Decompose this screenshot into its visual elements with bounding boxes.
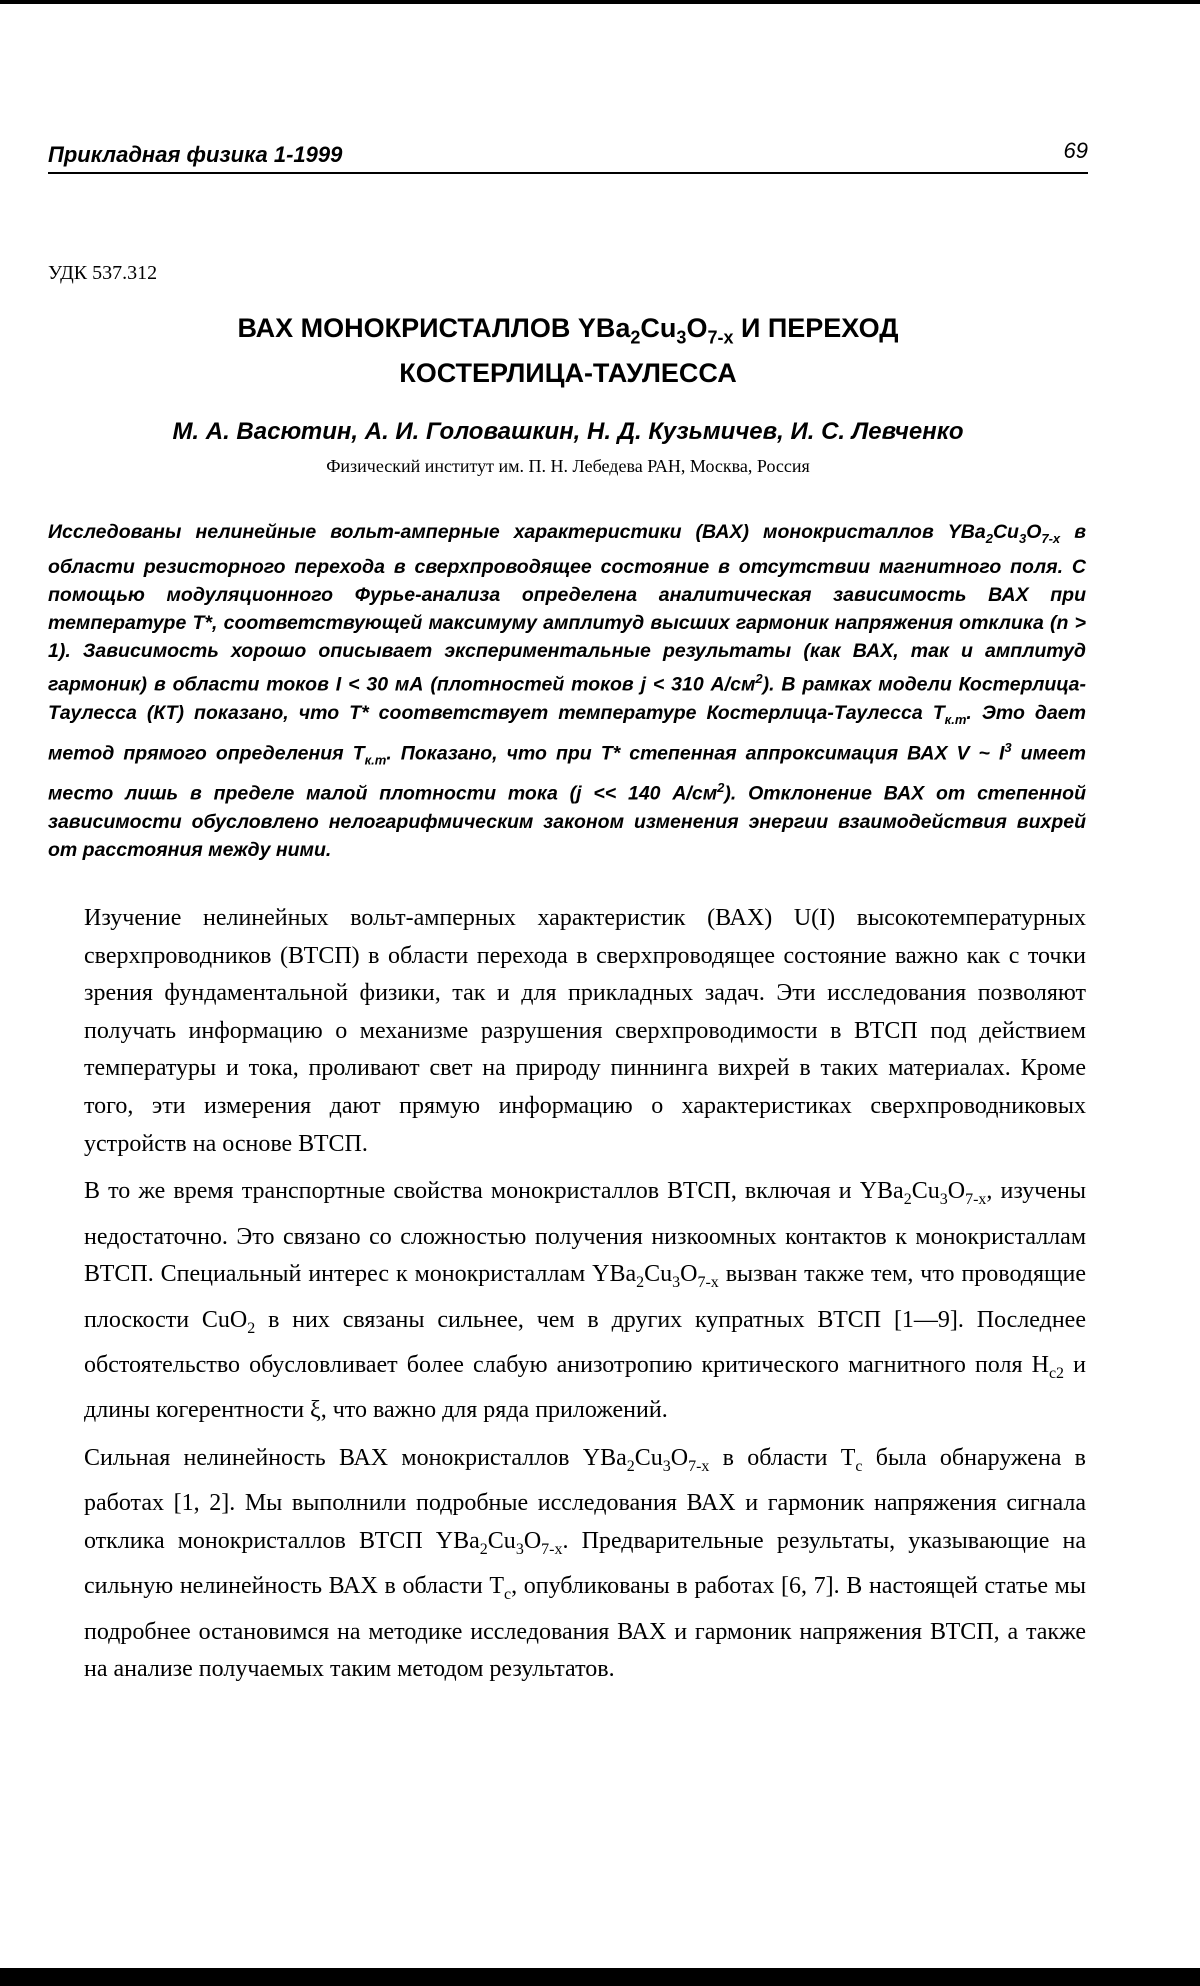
- scan-bottom-border: [0, 1968, 1200, 1986]
- title-line-1: ВАХ МОНОКРИСТАЛЛОВ $YBa_2Cu_3O_{7-x}$ И ПЕРЕХОД: [237, 313, 899, 348]
- page-number: 69: [1063, 138, 1088, 163]
- udc-code: УДК 537.312: [48, 262, 158, 284]
- abstract: Исследованы нелинейные вольт-амперные характеристики (ВАХ) монокристаллов $YBa_2Cu_3O_{7-x}$ в области резисторного перехода в сверхпроводящее состояние в отсутствии магнитного поля. С помощью модуляционного Фурье-анализа определена аналитическая зависимость ВАХ при температуре Т*, соответствующей максимуму амплитуд высших гармоник напряжения отклика (n > 1). Зависимость хорошо описывает экспериментальные результаты (как ВАХ, так и амплитуд гармоник) в области токов I < 30 мА (плотностей токов j < 310 $А/см^2$). В рамках модели Костерлица-Таулесса (КТ) показано, что Т* соответствует температуре Костерлица-Таулесса $Т_{к.т}$. Это дает метод прямого определения $Т_{к.т}$. Показано, что при Т* степенная аппроксимация ВАХ V ~ $I^3$ имеет место лишь в пределе малой плотности тока (j << 140 $А/см^2$). Отклонение ВАХ от степенной зависимости обусловлено нелогарифмическим законом изменения энергии взаимодействия вихрей от расстояния между ними.: [48, 521, 1086, 862]
- authors: М. А. Васютин, А. И. Головашкин, Н. Д. Кузьмичев, И. С. Левченко: [172, 418, 964, 445]
- paragraph-1: Изучение нелинейных вольт-амперных характеристик (ВАХ) U(I) высокотемпературных сверхпроводников (ВТСП) в области перехода в сверхпроводящее состояние важно как с точки зрения фундаментальной физики, так и для прикладных задач. Эти исследования позволяют получать информацию о механизме разрушения сверхпроводимости в ВТСП под действием температуры и тока, проливают свет на природу пиннинга вихрей в таких материалах. Кроме того, эти измерения дают прямую информацию о характеристиках сверхпроводниковых устройств на основе ВТСП.: [84, 905, 1086, 1157]
- article-title: [48, 310, 1088, 391]
- paragraph-2: В то же время транспортные свойства монокристаллов ВТСП, включая и $YBa_2Cu_3O_{7-x}$, изучены недостаточно. Это связано со сложностью получения низкоомных контактов к монокристаллам ВТСП. Специальный интерес к монокристаллам $YBa_2Cu_3O_{7-x}$ вызван также тем, что проводящие плоскости CuO$_2$ в них связаны сильнее, чем в других купратных ВТСП [1—9]. Последнее обстоятельство обусловливает более слабую анизотропию критического магнитного поля $H_{c2}$ и длины когерентности ξ, что важно для ряда приложений.: [84, 1178, 1087, 1424]
- title-line-2: КОСТЕРЛИЦА-ТАУЛЕССА: [399, 358, 737, 389]
- paragraph-3: Сильная нелинейность ВАХ монокристаллов $YBa_2Cu_3O_{7-x}$ в области $T_c$ была обнаружена в работах [1, 2]. Мы выполнили подробные исследования ВАХ и гармоник напряжения сигнала отклика монокристаллов ВТСП $YBa_2Cu_3O_{7-x}$. Предварительные результаты, указывающие на сильную нелинейность ВАХ в области $T_c$, опубликованы в работах [6, 7]. В настоящей статье мы подробнее остановимся на методике исследования ВАХ и гармоник напряжения ВТСП, а также на анализе получаемых таким методом результатов.: [84, 1444, 1087, 1683]
- running-head: [48, 136, 1088, 174]
- journal-name: Прикладная физика 1-1999: [48, 142, 343, 167]
- affiliation: Физический институт им. П. Н. Лебедева РАН, Москва, Россия: [326, 456, 810, 476]
- article-body: [84, 900, 1086, 1699]
- scan-top-border: [0, 0, 1200, 4]
